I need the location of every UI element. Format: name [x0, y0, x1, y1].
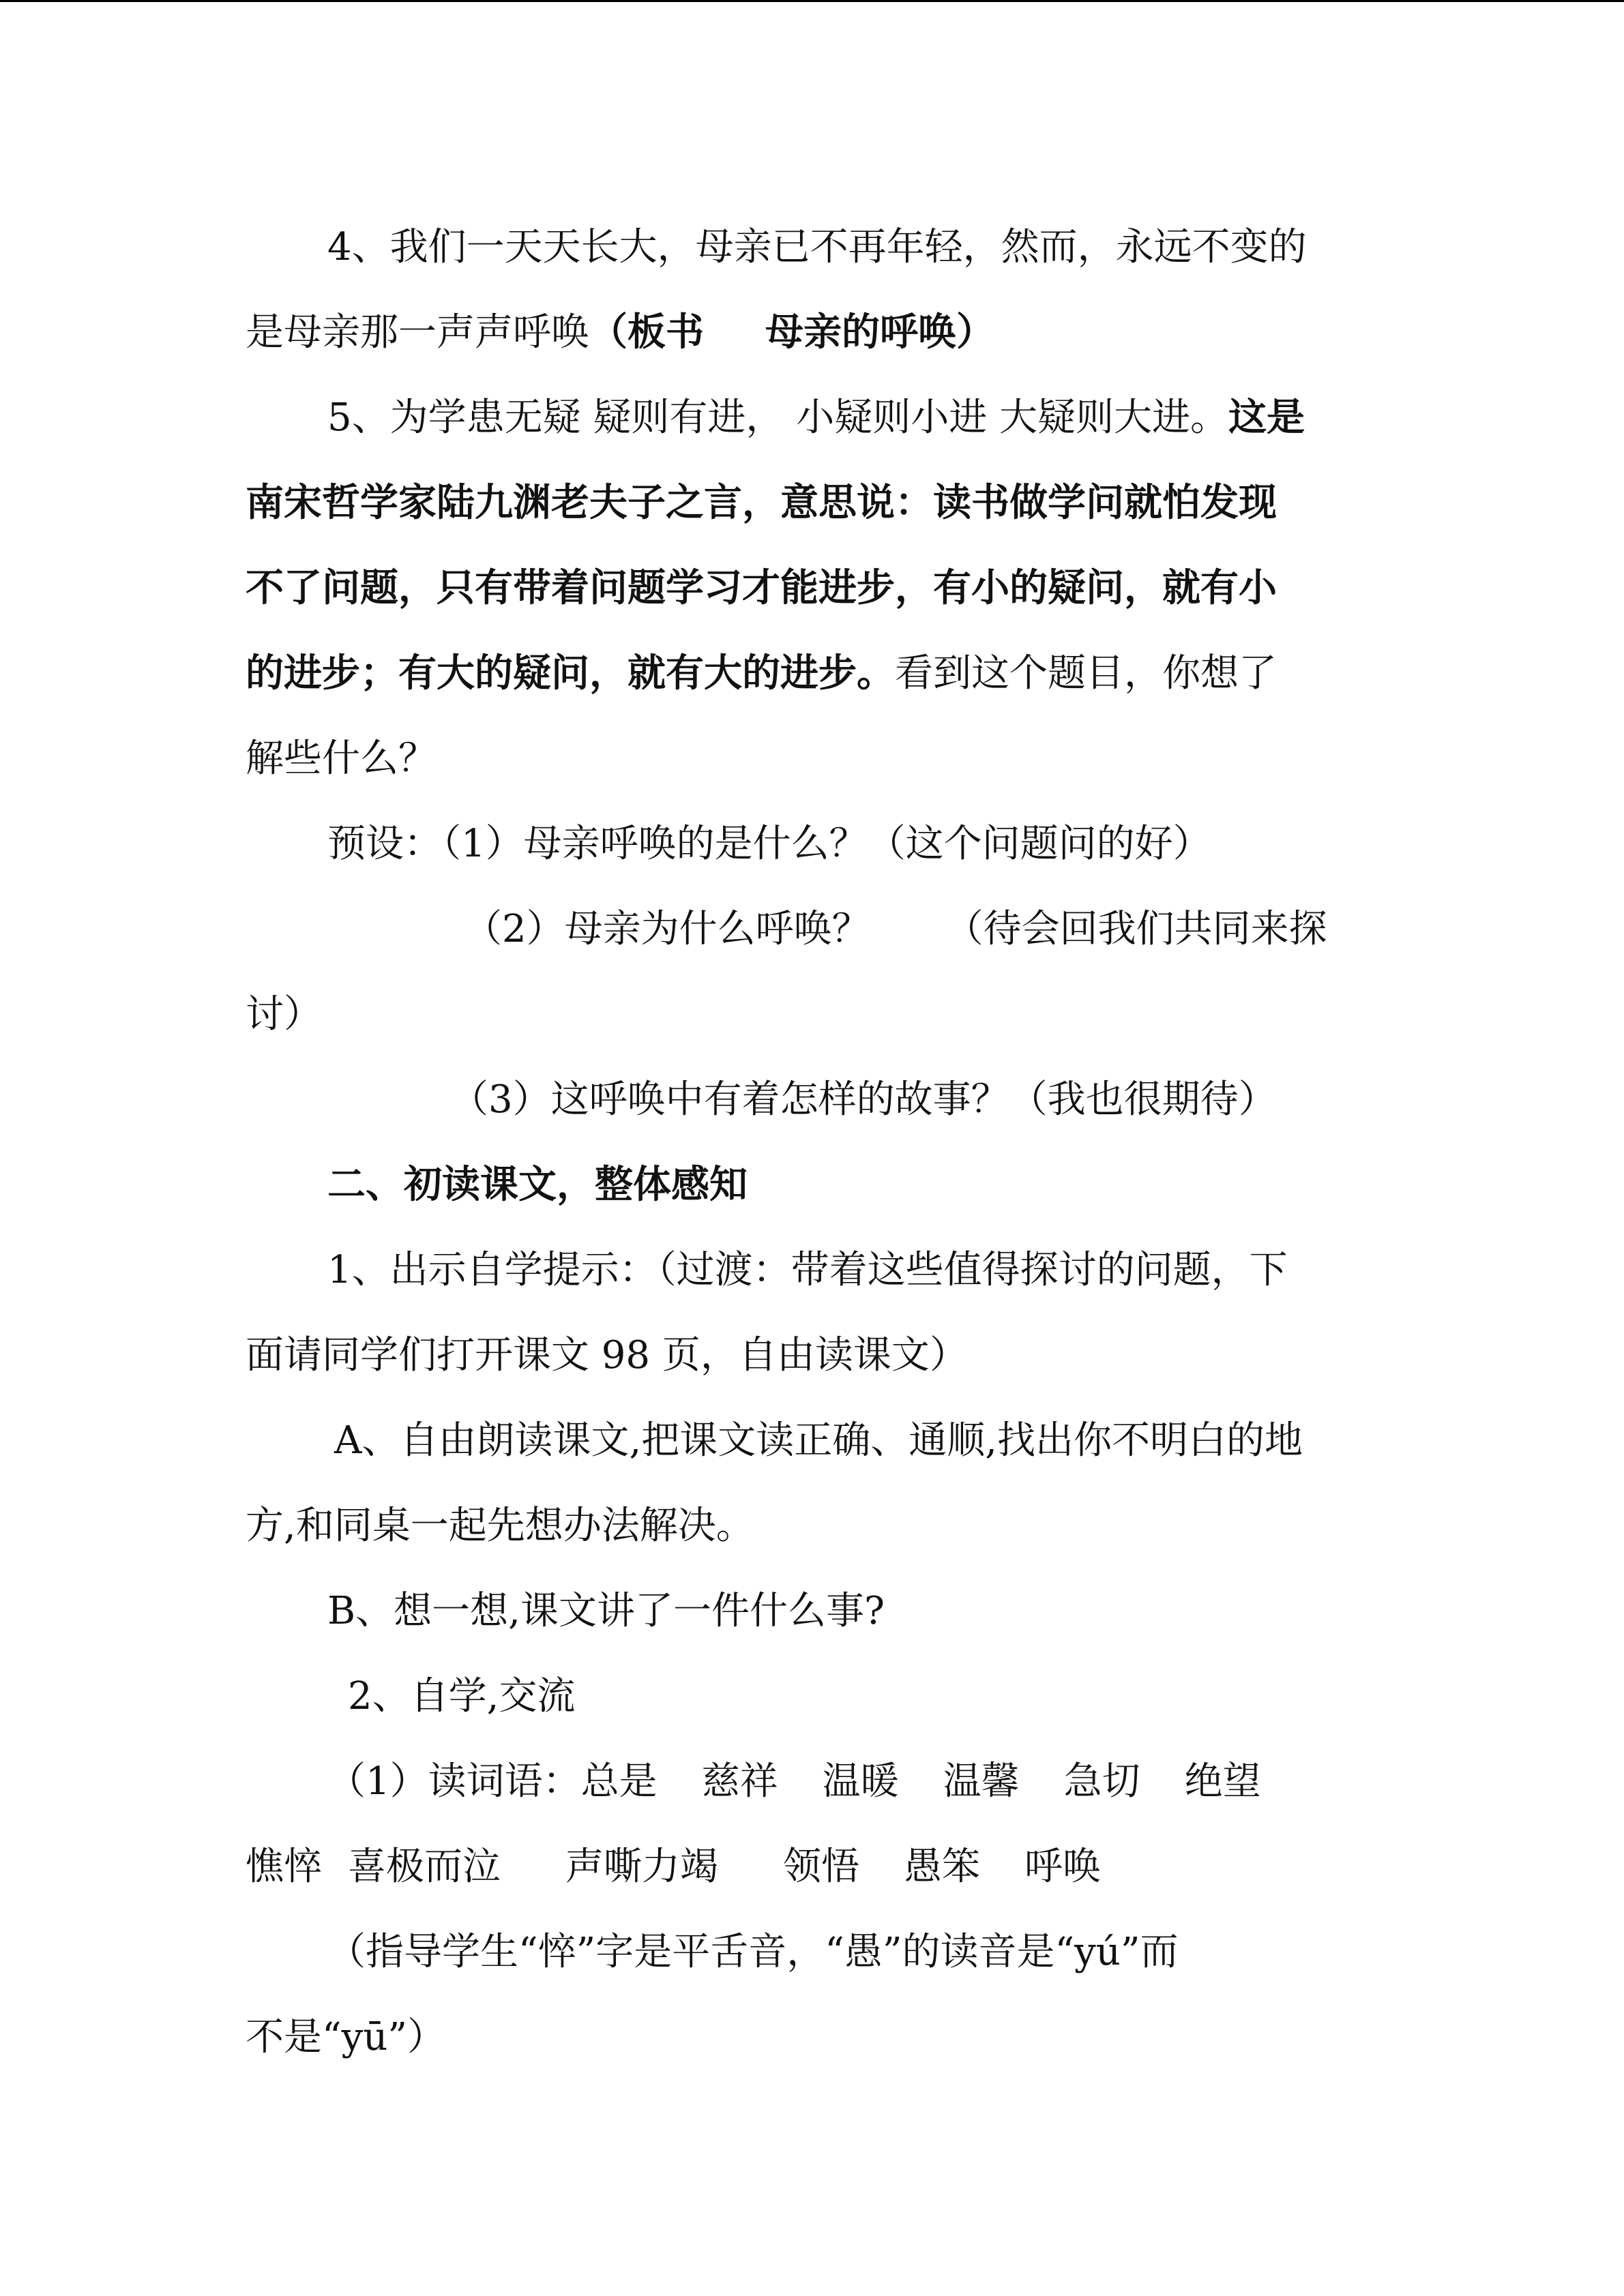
preset-2 — [246, 886, 1378, 972]
para5-line1-bold: 这是 — [1228, 395, 1305, 440]
item-a-line2: 方,和同桌一起先想办法解决。 — [246, 1504, 754, 1548]
item-1-line1: 1、出示自学提示：（过渡：带着这些值得探讨的问题，下 — [327, 1248, 1288, 1292]
words-label: （1）读词语： — [327, 1759, 581, 1804]
word: 总是 — [580, 1759, 658, 1804]
para5-line5: 解些什么？ — [246, 736, 437, 781]
preset-1: 预设：（1）母亲呼唤的是什么？（这个问题问的好） — [327, 822, 1211, 866]
word: 憔悴 — [246, 1845, 322, 1889]
item-b: B、想一想,课文讲了一件什么事? — [327, 1589, 885, 1633]
para4-line2 — [246, 290, 1378, 375]
preset-2-question: （2）母亲为什么呼唤？ — [464, 907, 870, 951]
word: 温暖 — [822, 1759, 899, 1804]
para5-line1-text: 5、为学患无疑 疑则有进， 小疑则小进 大疑则大进。 — [327, 396, 1229, 440]
item-2: 2、自学,交流 — [348, 1674, 576, 1718]
preset-2-cont: 讨） — [246, 992, 322, 1037]
page-top-border — [0, 0, 1624, 2]
word: 温馨 — [943, 1759, 1020, 1804]
word: 绝望 — [1184, 1759, 1261, 1804]
para5-line4 — [246, 631, 1378, 716]
word: 领悟 — [783, 1845, 859, 1889]
word: 慈祥 — [701, 1759, 778, 1804]
word: 呼唤 — [1024, 1845, 1101, 1889]
preset-3: （3）这呼唤中有着怎样的故事？（我也很期待） — [450, 1077, 1277, 1122]
para5-line1 — [246, 375, 1378, 460]
guide-line1: （指导学生“悴”字是平舌音，“愚”的读音是“yú”而 — [327, 1930, 1179, 1974]
words-line1 — [246, 1739, 1378, 1824]
para5-line3: 不了问题，只有带着问题学习才能进步，有小的疑问，就有小 — [246, 565, 1277, 610]
item-1-line2: 面请同学们打开课文 98 页，自由读课文） — [246, 1333, 968, 1377]
para4-line2-text: 是母亲那一声声呼唤 — [246, 310, 589, 355]
para5-line4-text: 看到这个题目，你想了 — [895, 651, 1277, 696]
preset-2-comment: （待会回我们共同来探 — [945, 907, 1327, 951]
document-page — [246, 205, 1378, 2080]
guide-line2: 不是“yū”） — [246, 2015, 445, 2059]
board-note-label: （板书 — [589, 310, 704, 355]
word: 愚笨 — [904, 1845, 980, 1889]
section-2-heading: 二、初读课文，整体感知 — [327, 1162, 748, 1207]
word: 喜极而泣 — [348, 1845, 501, 1889]
board-note-title: 母亲的呼唤） — [765, 310, 994, 355]
para5-line4-bold: 的进步；有大的疑问，就有大的进步。 — [246, 651, 895, 696]
word: 声嘶力竭 — [565, 1845, 718, 1889]
para4-line1: 4、我们一天天长大，母亲已不再年轻，然而，永远不变的 — [327, 225, 1307, 269]
word: 急切 — [1063, 1759, 1140, 1804]
para5-line2: 南宋哲学家陆九渊老夫子之言，意思说：读书做学问就怕发现 — [246, 480, 1277, 525]
words-line2 — [246, 1824, 1378, 1909]
item-a-line1: A、自由朗读课文,把课文读正确、通顺,找出你不明白的地 — [334, 1418, 1303, 1463]
